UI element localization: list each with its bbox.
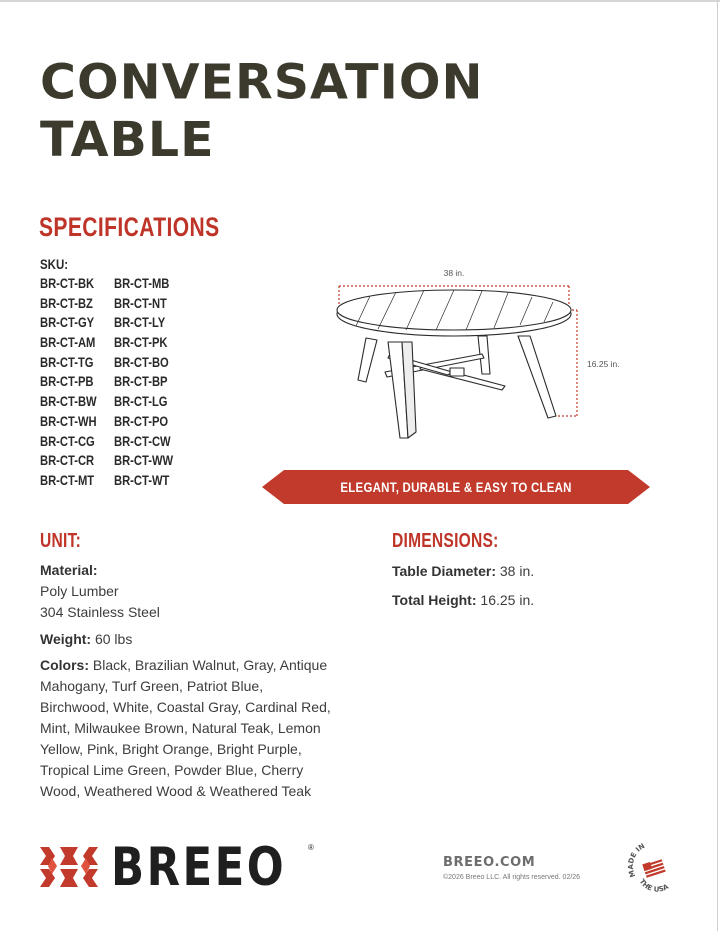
sku-item: BR-CT-BK (40, 275, 95, 291)
sku-item: BR-CT-NT (114, 294, 167, 311)
title-line-2: TABLE (40, 111, 215, 168)
sku-item: BR-CT-AM (40, 334, 96, 351)
weight-value: 60 lbs (94, 631, 133, 647)
table-leg-back-left (358, 338, 377, 382)
made-in-usa-badge (626, 840, 682, 896)
sku-item: BR-CT-TG (40, 353, 94, 370)
sku-item: BR-CT-BP (114, 373, 168, 390)
unit-heading: UNIT: (40, 530, 82, 552)
page-title (40, 53, 483, 169)
sku-item: BR-CT-CW (114, 432, 171, 449)
colors-value: Black, Brazilian Walnut, Gray, Antique Mahogany, Turf Green, Patriot Blue, Birchwood, White, Coastal Gray, Cardinal Red, Mint, Milwaukee Brown, Natural Teak, Lemon Yellow, Pink, Bright Orange, Bright Purple, Tropical Lime Green, Powder Blue, Cherry Wood, Weathered Wood & Weathered Teak (40, 657, 331, 799)
diameter-label: Table Diameter: (392, 563, 496, 579)
website-url: BREEO.COM (443, 855, 536, 870)
total-height-label: Total Height: (392, 592, 477, 608)
specifications-heading: SPECIFICATIONS (39, 212, 220, 242)
colors-label: Colors: (40, 657, 89, 673)
width-dimension-label: 38 in. (443, 268, 465, 278)
sku-item: BR-CT-PO (114, 412, 169, 429)
weight-label: Weight: (40, 631, 92, 647)
sku-item: BR-CT-WT (114, 471, 170, 488)
total-height-value: 16.25 in. (480, 592, 535, 608)
badge-text-top: MADE IN (626, 842, 647, 879)
table-leg-front-right (518, 336, 556, 418)
material-value-1: Poly Lumber (40, 583, 119, 599)
sku-label: SKU: (40, 256, 69, 272)
sku-item: BR-CT-MB (114, 275, 170, 291)
sku-item: BR-CT-LG (114, 393, 168, 410)
diameter-row (392, 561, 534, 582)
flag-icon (642, 858, 665, 877)
sku-item: BR-CT-BZ (40, 294, 93, 311)
sku-item: BR-CT-CG (40, 432, 95, 449)
page-right-edge (717, 0, 718, 931)
copyright-notice: ©2026 Breeo LLC. All rights reserved. 02/26 (443, 874, 581, 881)
height-dimension-label: 16.25 in. (587, 359, 620, 369)
registered-mark: ® (308, 843, 314, 852)
title-line-1: CONVERSATION (40, 54, 484, 111)
sku-item: BR-CT-PB (40, 373, 94, 390)
colors-row (40, 655, 332, 802)
weight-row (40, 629, 340, 650)
dimensions-heading: DIMENSIONS: (392, 530, 499, 552)
sku-item: BR-CT-PK (114, 334, 168, 351)
sku-item: BR-CT-LY (114, 314, 166, 331)
sku-item: BR-CT-WW (114, 452, 174, 469)
sku-item: BR-CT-MT (40, 471, 95, 488)
material-label: Material: (40, 562, 98, 578)
table-top (337, 290, 571, 330)
badge-text-bottom: THE USA (637, 877, 671, 894)
sku-item: BR-CT-BO (114, 353, 169, 370)
unit-details (40, 560, 340, 802)
table-center-hub (450, 368, 464, 376)
diameter-value: 38 in. (499, 563, 535, 579)
banner-text: ELEGANT, DURABLE & EASY TO CLEAN (340, 479, 572, 495)
page-top-edge (0, 0, 720, 2)
sku-list-column-1 (40, 275, 111, 492)
total-height-row (392, 590, 534, 611)
breeo-logo (40, 837, 320, 898)
dimensions-details (392, 561, 534, 619)
sku-item: BR-CT-WH (40, 412, 97, 429)
sku-item: BR-CT-BW (40, 393, 97, 410)
sku-list-column-2 (114, 275, 188, 492)
sku-item: BR-CT-CR (40, 452, 95, 469)
feature-banner (262, 470, 650, 504)
material-value-2: 304 Stainless Steel (40, 604, 160, 620)
sku-item: BR-CT-GY (40, 314, 95, 331)
table-illustration (330, 262, 640, 442)
breeo-flame-icon (40, 845, 98, 889)
brand-wordmark: BREEO (111, 837, 287, 898)
